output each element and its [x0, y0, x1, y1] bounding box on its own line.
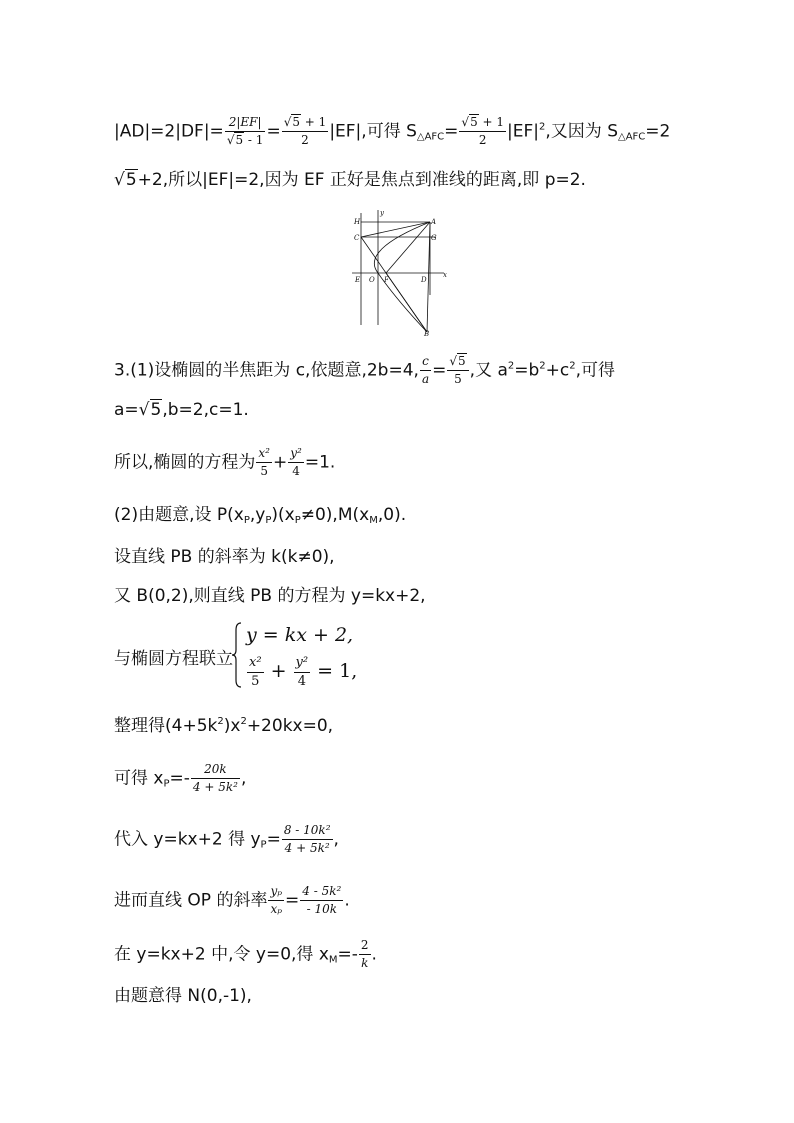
line-9-label: 与椭圆方程联立	[114, 649, 233, 669]
label-y: y	[380, 209, 384, 217]
line-4: a=√5,b=2,c=1.	[114, 400, 249, 420]
line-10: 整理得$(4+5k^2)x^2+20kx=0$,	[114, 716, 334, 736]
line-13: 进而直线 OP 的斜率 $\frac{\text{yₚ}}{\text{xₚ}}$ = $\frac{\text{4 - 5k²}}{- 10k}$ .	[114, 884, 350, 916]
fraction-slope-op: $\frac{\text{4 - 5k²}}{- 10k}$	[302, 884, 342, 916]
line-2: √5+2,所以|EF|=2,因为 EF 正好是焦点到准线的距离,即 p=2.	[114, 170, 586, 190]
fraction-2ef: $\frac{2|EF|}{√5 - 1}$	[226, 115, 264, 147]
label-c: C	[354, 234, 360, 242]
line-7: 设直线 PB 的斜率为 k(k≠0),	[114, 547, 335, 567]
label-x: x	[443, 271, 447, 279]
line-5: 所以,椭圆的方程为 $\frac{\text{x²}}{5}$ + $\frac{\text{y²}}{4}$ =1.	[114, 446, 336, 478]
label-d: D	[421, 276, 427, 284]
sqrt-5: √5	[114, 170, 137, 190]
line-ac	[361, 222, 430, 237]
fraction-yp: $\frac{\text{8 - 10k²}}{\text{4 + 5k²}}$	[283, 823, 331, 855]
fraction-y2-over-4: $\frac{\text{y²}}{4}$	[290, 446, 302, 478]
label-h: H	[354, 218, 361, 226]
fraction-c-over-a: $\frac{c}{a}$	[421, 354, 430, 386]
line-14: 在 y=kx+2 中,令 y=0,得 $x_M=-$ $\frac{2}{k}$ .	[114, 938, 377, 970]
line-6: (2)由题意,设 $P(x_P,y_P)(x_P\ne 0),M(x_M,0)$.	[114, 505, 407, 526]
label-b: B	[424, 330, 430, 337]
label-f: F	[384, 276, 389, 284]
line-15: 由题意得 N(0,-1),	[114, 986, 252, 1006]
label-g: G	[431, 234, 437, 242]
fraction-yp-over-xp: $\frac{\text{yₚ}}{\text{xₚ}}$	[270, 884, 283, 916]
equation-line: y = kx + 2,	[246, 624, 354, 646]
line-1: |AD|=2|DF|= $\frac{2|EF|}{√5 - 1}$ = $\frac{√5 + 1}{2}$ |EF|,可得 $S_{\triangle AFC}=$ $\frac{√5 + 1}{2}$ $|EF|^2$,又因为 $S_{\triangle AFC}=2$	[114, 115, 671, 147]
line-af	[386, 222, 430, 273]
sqrt-5: √5	[138, 400, 162, 420]
label-o: O	[369, 276, 375, 284]
fraction-sqrt5-plus-1-b: $\frac{√5 + 1}{2}$	[461, 115, 505, 147]
label-a: A	[431, 218, 437, 226]
fraction-xp: $\frac{20k}{\text{4 + 5k²}}$	[192, 762, 238, 794]
fraction-xm: $\frac{2}{k}$	[360, 938, 369, 970]
label-e: E	[355, 276, 361, 284]
line-12: 代入 y=kx+2 得 $y_P=$ $\frac{\text{8 - 10k²}}{\text{4 + 5k²}}$ ,	[114, 823, 339, 855]
line-3: 3.(1)设椭圆的半焦距为 c,依题意,2b=4, $\frac{c}{a}$ = $\frac{√5}{5}$ ,又 $a^2=b^2+c^2$,可得	[114, 354, 616, 386]
fraction-x2-over-5: $\frac{\text{x²}}{5}$	[258, 446, 270, 478]
parabola-figure	[348, 205, 452, 337]
fraction-sqrt5-plus-1: $\frac{√5 + 1}{2}$	[283, 115, 327, 147]
line-8: 又 B(0,2),则直线 PB 的方程为 y=kx+2,	[114, 586, 426, 606]
brace-icon	[232, 622, 242, 688]
equation-ellipse: $\frac{\text{x²}}{5}$ + $\frac{\text{y²}}{4}$ = 1,	[249, 654, 358, 689]
equation-system	[232, 622, 362, 688]
line-ab	[427, 222, 430, 332]
fraction-sqrt5-over-5: $\frac{√5}{5}$	[447, 354, 468, 387]
line-11: 可得 $x_P=-$ $\frac{20k}{\text{4 + 5k²}}$ ,	[114, 762, 247, 794]
